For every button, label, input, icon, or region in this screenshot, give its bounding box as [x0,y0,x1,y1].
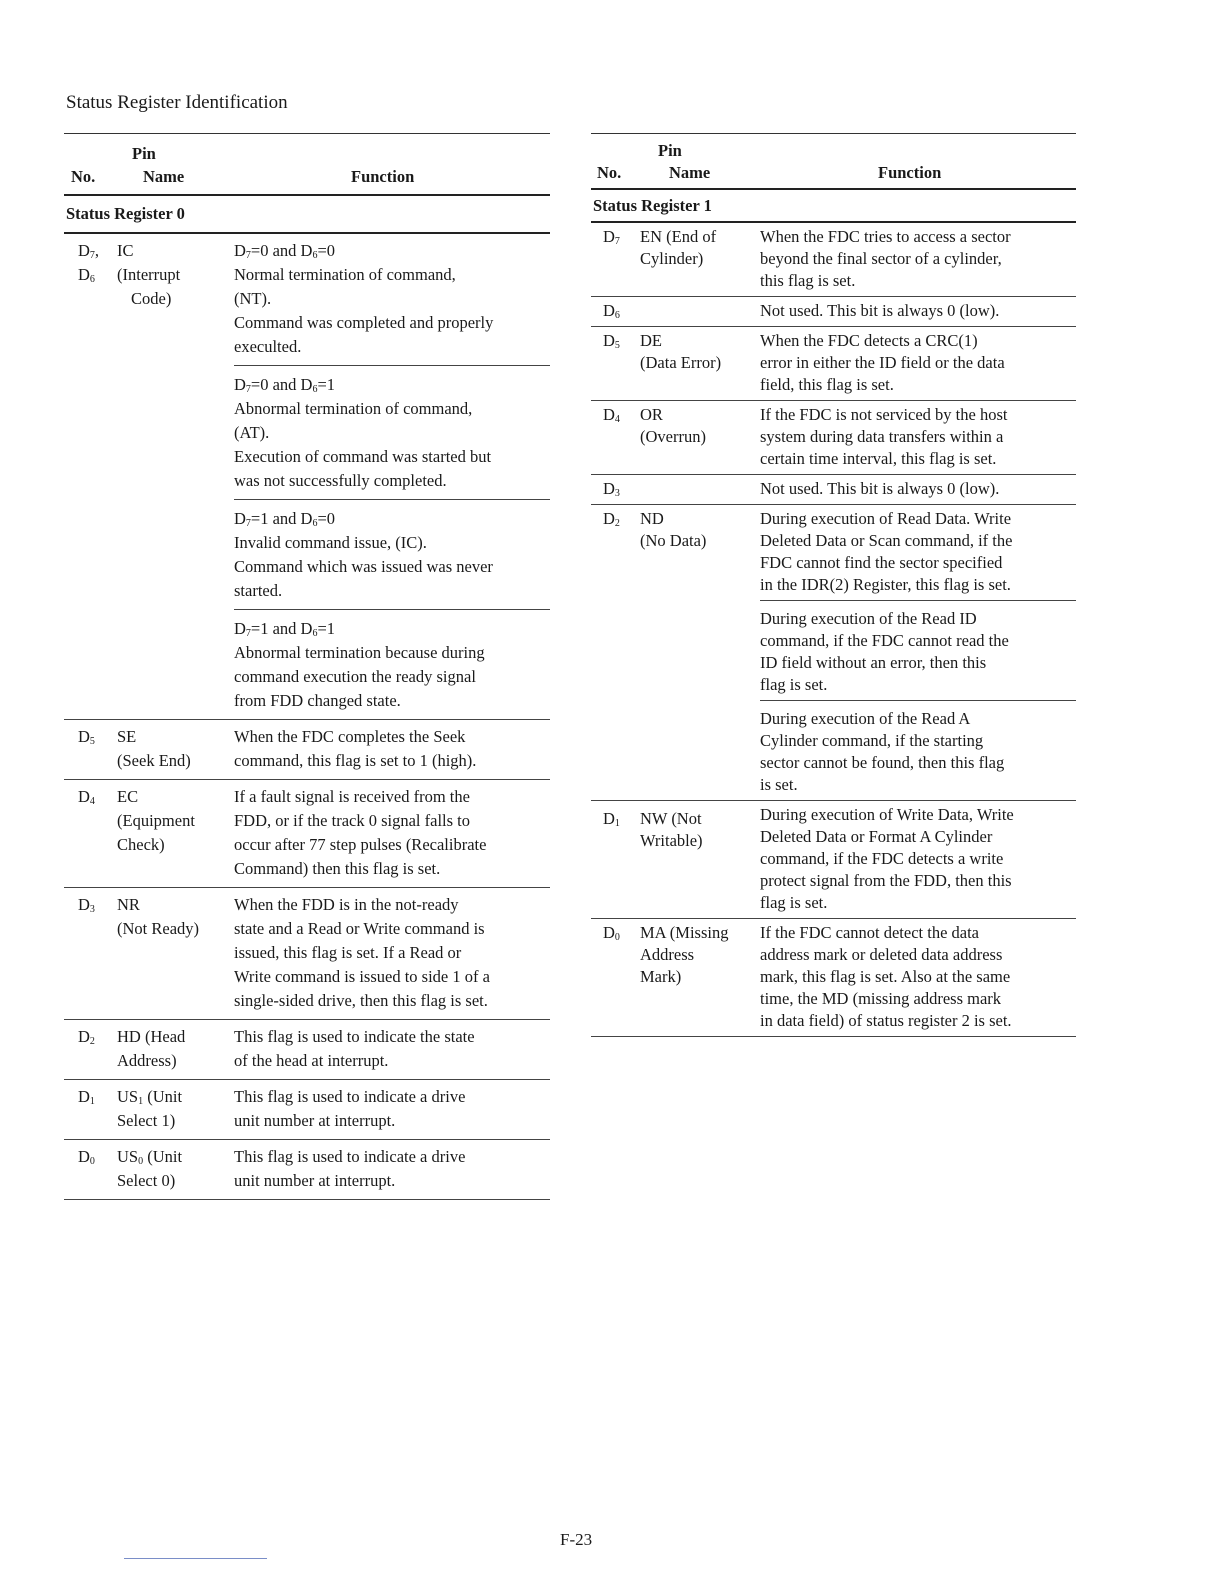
function-text: When the FDD is in the not-ready state and a Read or Write command is issued, this flag is set. If a Read or Write command is issued to side 1 of a single-sided drive, then this flag is set. [234,895,490,1010]
function-text: This flag is used to indicate the state of the head at interrupt. [234,1027,475,1070]
table-row [591,223,1076,297]
header-pin: Pin [132,144,156,163]
function-text: Not used. This bit is always 0 (low). [760,301,1000,320]
header-no: No. [71,167,96,186]
function-text: If the FDC is not serviced by the host system during data transfers within a certain time interval, this flag is set. [760,405,1008,468]
bit-number: $D_0$ [603,923,620,943]
pin-name: $US_1$ (Unit Select 1) [117,1087,183,1130]
table-row [64,1140,550,1200]
bit-number: $D_2$ [603,509,620,529]
function-text: This flag is used to indicate a drive unit number at interrupt. [234,1087,466,1130]
table-row [64,780,550,888]
bit-number: $D_3$ [603,479,620,499]
status-register-0-table [64,133,550,1200]
table-row [591,401,1076,475]
bit-number: $D_7$ [603,227,620,247]
pin-name: NR (Not Ready) [117,895,200,938]
pin-name: ND (No Data) [640,509,707,550]
header-function: Function [878,163,942,182]
section-label: Status Register 1 [591,190,1076,223]
table-row-nd [591,505,1076,801]
function-text [760,508,1076,796]
header-pin: Pin [658,141,682,160]
function-text: When the FDC tries to access a sector beyond the final sector of a cylinder, this flag is set. [760,227,1011,290]
pin-name [639,300,760,322]
bit-number: $D_6$ [603,301,620,321]
ic-case: $D_7=0$ and $D_6=1$ Abnormal termination of command, (AT). Execution of command was started but was not successfully completed. [234,366,550,500]
table-row-ic [64,234,550,720]
function-text: If the FDC cannot detect the data address mark or deleted data address mark, this flag is set. Also at the same time, the MD (missing address mark in data field) of status register 2 is set. [760,923,1012,1030]
function-text: When the FDC detects a CRC(1) error in either the ID field or the data field, this flag is set. [760,331,1005,394]
nd-case: During execution of the Read ID command, if the FDC cannot read the ID field without an error, then this flag is set. [760,601,1076,701]
table-header [591,134,1076,190]
pin-name: OR (Overrun) [640,405,706,446]
pin-name [639,478,760,500]
bit-number: $D_3$ [78,895,95,915]
function-text: When the FDC completes the Seek command, this flag is set to 1 (high). [234,727,477,770]
table-header [64,134,550,196]
status-register-1-table [591,133,1076,1037]
bit-number: $D_5$ [603,331,620,351]
nd-case: During execution of the Read A Cylinder command, if the starting sector cannot be found, then this flag is set. [760,709,1005,794]
function-text: During execution of Write Data, Write Deleted Data or Format A Cylinder command, if the FDC detects a write protect signal from the FDD, then this flag is set. [760,805,1014,912]
pin-name: DE (Data Error) [640,331,722,372]
table-row [591,297,1076,327]
bit-number: $D_5$ [78,727,95,747]
bit-number: $D_1$ [78,1087,95,1107]
header-name: Name [669,163,711,182]
pin-name: NW (Not Writable) [640,809,703,850]
table-row [591,475,1076,505]
function-text [234,239,550,713]
table-row [64,1020,550,1080]
page-number: F-23 [560,1530,593,1549]
table-row [64,720,550,780]
pin-name: MA (Missing Address Mark) [640,923,729,986]
table-row [64,1080,550,1140]
footer-divider [124,1558,267,1559]
pin-name: $US_0$ (Unit Select 0) [117,1147,183,1190]
function-text: Not used. This bit is always 0 (low). [760,479,1000,498]
bit-number: $D_7$, $D_6$ [78,241,100,285]
bit-number: $D_4$ [78,787,95,807]
table-row [64,888,550,1020]
section-label: Status Register 0 [64,196,550,234]
bit-number: $D_1$ [603,809,620,829]
nd-case: During execution of Read Data. Write Deleted Data or Scan command, if the FDC cannot find the sector specified in the IDR(2) Register, this flag is set. [760,508,1076,601]
table-row [591,327,1076,401]
ic-case: $D_7=1$ and $D_6=1$ Abnormal termination because during command execution the ready signal from FDD changed state. [234,619,485,710]
header-name: Name [143,167,185,186]
pin-name: IC (Interrupt Code) [117,241,181,308]
function-text: This flag is used to indicate a drive unit number at interrupt. [234,1147,466,1190]
ic-case: $D_7=0$ and $D_6=0$ Normal termination of command, (NT). Command was completed and properly execulted. [234,239,550,366]
bit-number: $D_0$ [78,1147,95,1167]
pin-name: EN (End of Cylinder) [640,227,717,268]
bit-number: $D_2$ [78,1027,95,1047]
pin-name: EC (Equipment Check) [117,787,195,854]
pin-name: HD (Head Address) [117,1027,186,1070]
header-no: No. [597,163,622,182]
page-title: Status Register Identification [66,92,288,113]
header-function: Function [351,167,415,186]
pin-name: SE (Seek End) [117,727,191,770]
ic-case: $D_7=1$ and $D_6=0$ Invalid command issue, (IC). Command which was issued was never started. [234,500,550,610]
table-row [591,801,1076,919]
bit-number: $D_4$ [603,405,620,425]
table-row [591,919,1076,1037]
function-text: If a fault signal is received from the FDD, or if the track 0 signal falls to occur after 77 step pulses (Recalibrate Command) then this flag is set. [234,787,487,878]
